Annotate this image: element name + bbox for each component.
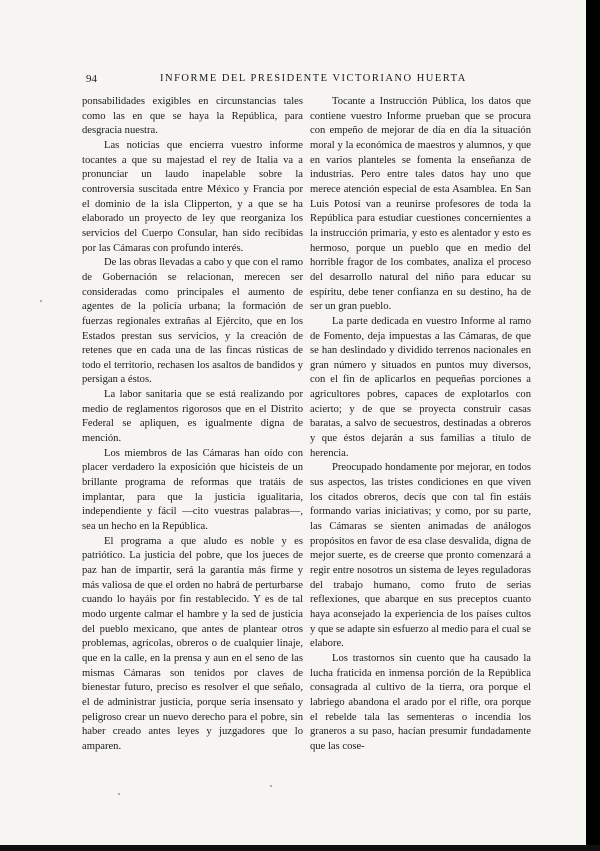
paper-speck — [40, 300, 42, 302]
paragraph: Las noticias que encierra vuestro informe tocantes a que su majestad el rey de Italia va a pronunciar un laudo inapelable sobre la controversia suscitada entre México y Francia por el dominio de la isla Clipperton, y a que se ha elaborado un proyecto de ley que reorganiza los servicios del Cuerpo Consular, han sido recibidas por las Cámaras con profundo interés. — [82, 139, 303, 254]
paragraph: Preocupado hondamente por mejorar, en todos sus aspectos, las tristes condiciones en que viven los citados obreros, decís que con tal fin estáis formando varias iniciativas; y como, por su parte, las Cámaras se sienten animadas de análogos propósitos en favor de esa clase desvalida, digna de mejor suerte, es de creerse que pronto comenzará a regir entre nosotros un sistema de leyes reguladoras del trabajo humano, como fruto de serias reflexiones, que abarque en sus preceptos cuanto haya aconsejado la experiencia de los países cultos y que se adapte sin esfuerzo al medio para el cual se elabore. — [310, 462, 531, 650]
paragraph: Tocante a Instrucción Pública, los datos que contiene vuestro Informe prueban que se procura con empeño de mejorar de día en día la situación moral y la económica de maestros y alumnos, y que en varios planteles se fomenta la enseñanza de industrias. Pero entre tales datos hay uno que merece atención especial de esta Asamblea. En San Luis Potosí van a reunirse profesores de toda la República para estudiar cuestiones concernientes a la instrucción primaria, y esto es alentador y esto es hermoso, porque un pueblo que en medio del horrible fragor de los combates, analiza el proceso del desarrollo natural del niño para educar su espíritu, debe tener confianza en su destino, ha de ser un gran pueblo. — [310, 96, 531, 313]
right-column — [310, 95, 531, 755]
page-number: 94 — [86, 73, 97, 85]
paragraph: La labor sanitaria que se está realizando por medio de reglamentos rigorosos que en el Distrito Federal se apliquen, es igualmente digna de mención. — [82, 389, 303, 445]
left-column — [82, 95, 303, 755]
paragraph: ponsabilidades exigibles en circunstancias tales como las en que se haya la República, para desgracia nuestra. — [82, 96, 303, 137]
paragraph: Los trastornos sin cuento que ha causado la lucha fraticida en inmensa porción de la República consagrada al cultivo de la tierra, ora porque el labriego abandona el arado por el rifle, ora porque el rebelde tala las sementeras o incendia los graneros a su paso, hacían presumir fundadamente que las cose- — [310, 652, 531, 752]
paper-speck — [270, 785, 272, 787]
scan-edge-right — [586, 0, 600, 851]
paragraph: Los miembros de las Cámaras han oído con placer verdadero la exposición que hicisteis de un brillante programa de reformas que tratáis de implantar, para que la justicia igualitaria, independiente y fácil —cito vuestras palabras—, sea un hecho en la República. — [82, 447, 303, 533]
running-head: INFORME DEL PRESIDENTE VICTORIANO HUERTA — [160, 73, 467, 84]
paragraph: La parte dedicada en vuestro Informe al ramo de Fomento, deja impuestas a las Cámaras, de que se han deslindado y dividido terrenos nacionales en gran número y situados en puntos muy diversos, con el fin de aplicarlos en pequeñas porciones a agricultores pobres, capaces de explotarlos con acierto; y de que se proyecta construir casas baratas, a salvo de secuestros, destinadas a obreros y que éstos dejarán a sus familias a título de herencia. — [310, 315, 531, 459]
scan-edge-bottom — [0, 845, 600, 851]
paragraph: El programa a que aludo es noble y es patriótico. La justicia del pobre, que los jueces de paz han de impartir, será la garantía más firme y más valiosa de que el orden no habrá de perturbarse cuando lo hayáis por fin restablecido. Y es de tal modo urgente calmar el hambre y la sed de justicia del pueblo mexicano, que antes de plantear otros problemas, agrícolas, obreros o de cualquier linaje, que en la calle, en la prensa y aun en el seno de las mismas Cámaras son tenidos por claves de bienestar futuro, preciso es resolver el que señalo, el de administrar justicia, porque sería insensato y peligroso crear un nuevo derecho para el pobre, sin haber creado antes leyes y juzgadores que lo amparen. — [82, 535, 303, 752]
paper-speck — [118, 793, 120, 795]
paragraph: De las obras llevadas a cabo y que con el ramo de Gobernación se relacionan, merecen ser consideradas como principales el aumento de agentes de la policía urbana; la formación de fuerzas regionales extrañas al Ejército, que en los Estados prestan sus servicios, y la creación de retenes que en cada una de las fincas rústicas de todo el territorio, rechasen los asaltos de bandidos y persigan a éstos. — [82, 257, 303, 386]
page-header — [60, 73, 530, 87]
